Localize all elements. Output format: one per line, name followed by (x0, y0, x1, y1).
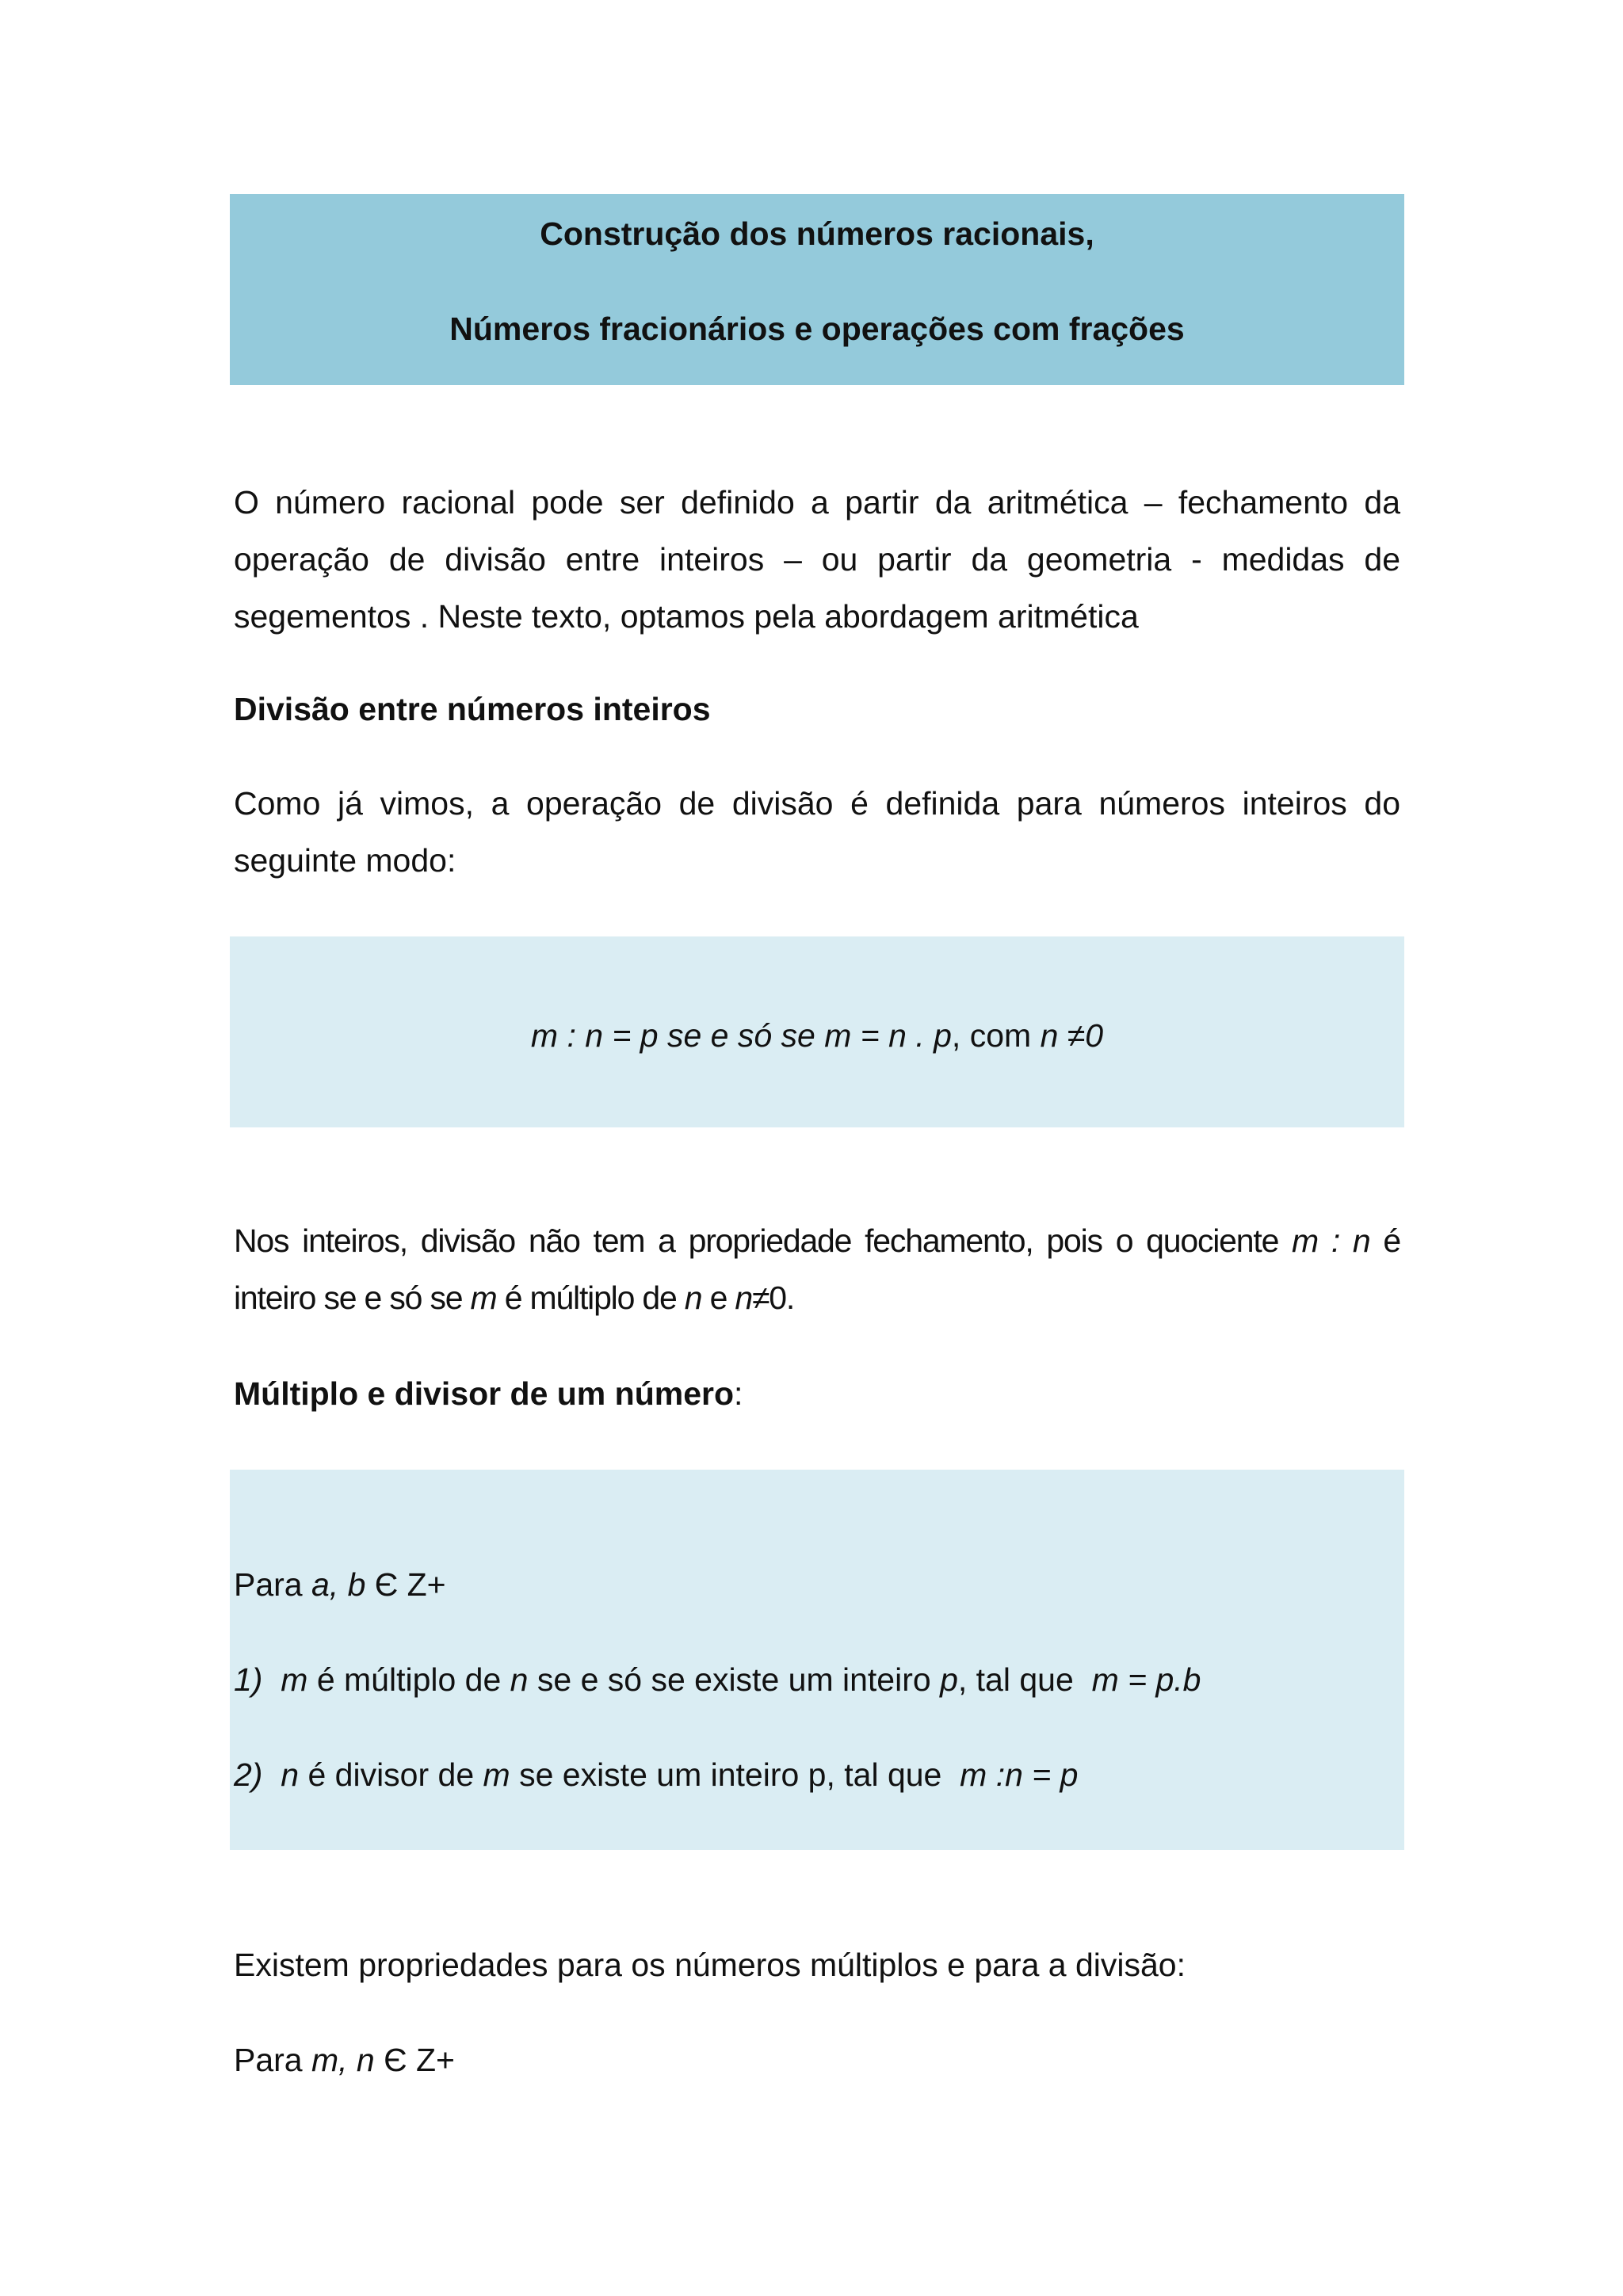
closure-paragraph: Nos inteiros, divisão não tem a propriedade fechamento, pois o quociente m : n é inteiro se e só se m é múltiplo de n e n≠0. (234, 1222, 1400, 1316)
title-box (230, 194, 1404, 385)
list-item-multiple: 1) m é múltiplo de n se e só se existe um inteiro p, tal que m = p.b (234, 1661, 1201, 1698)
formula-condition: n ≠0 (1040, 1017, 1104, 1054)
section-heading-division: Divisão entre números inteiros (234, 691, 711, 727)
properties-paragraph: Existem propriedades para os números múltiplos e para a divisão: (234, 1947, 1186, 1983)
intro-paragraph: O número racional pode ser definido a partir da aritmética – fechamento da operação de divisão entre inteiros – ou partir da geometria - medidas de segementos . Neste texto, optamos pela abordagem aritmética (234, 484, 1400, 635)
formula-box (230, 936, 1404, 1127)
page-subtitle: Números fracionários e operações com frações (449, 311, 1185, 347)
closure-expression: m : n (1292, 1222, 1370, 1259)
box-domain-line: Para a, b Є Z+ (234, 1566, 446, 1603)
division-definition-paragraph: Como já vimos, a operação de divisão é definida para números inteiros do seguinte modo: (234, 785, 1400, 879)
page-title: Construção dos números racionais, (540, 215, 1094, 252)
properties-domain-line: Para m, n Є Z+ (234, 2042, 455, 2078)
formula-expression: m : n = p se e só se m = n . p (530, 1017, 952, 1054)
multiple-divisor-box (230, 1470, 1404, 1850)
section-heading-multiple: Múltiplo e divisor de um número: (234, 1375, 743, 1412)
list-item-divisor: 2) n é divisor de m se existe um inteiro p, tal que m :n = p (234, 1756, 1079, 1793)
formula-com: , com (951, 1017, 1032, 1054)
division-formula (230, 1016, 1404, 1055)
